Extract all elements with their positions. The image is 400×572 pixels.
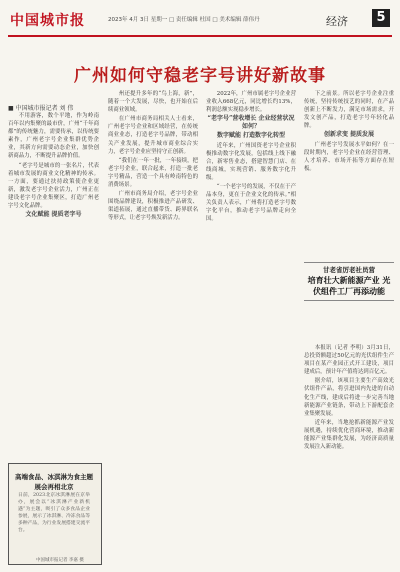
- subheading: 创新求变 提质发展: [323, 131, 375, 139]
- byline: ■ 中国城市报记者 刘 伟: [8, 105, 74, 112]
- photo-box-title: 高端食品、冰淇淋为食主题展会再相北京: [15, 473, 93, 491]
- paragraph: 2022年，广州市属老字号企业营业收入668亿元，同比增长约13%，利润总额实现稳步增长。: [206, 91, 296, 114]
- section-title: 经济: [326, 15, 348, 28]
- article-column-2: [108, 90, 198, 565]
- page-number: 5: [372, 9, 390, 27]
- subheading: “老字号”营收增长 企业经营状况如何？: [207, 115, 295, 131]
- side-story-kicker: 甘老省厉老社员营: [323, 266, 375, 274]
- paragraph: 在广州市商务局相关人士看来，广州老字号企业和区域经营，在传统商业业态，打造老字号品牌，带动相关产业发展，提升城市商业综合实力，老字号企业应坚持守正创新。: [108, 116, 198, 155]
- masthead: [0, 0, 400, 40]
- photo-box-text: 日前，2023北京冰淇淋展在京举办，展会以“冰淇淋产业新机遇”为主题，吸引了众多食品企业参展，展示了冰淇淋、冷冻食品等多种产品，为行业发展搭建交流平台。: [18, 493, 90, 533]
- paragraph: 不用游客，数个平地，作为岭南百年以内集聚的最市价，广州“千年商都”的传统魅力，需要传承，以传统要素作，广州老字号企业集群优势企业，其新方向需要动态企业，加快创新商品力，不断提升品牌价值。: [8, 113, 99, 160]
- paragraph: 近年来，广州国资老字号企业积极推动数字化发展，包括线上线下融合，新零售业态，搭建智慧门店、在线商城，实现营销、服务数字化升级。: [206, 142, 296, 181]
- paragraph: 本报讯（记者 李明）3月31日，总投资额超过50亿元的光伏组件生产项目在某产业园正式开工建设，项目建成后，预计年产值将达到百亿元。: [304, 345, 394, 376]
- side-story-title: 培育壮大新能源产业 光伏组件工厂再添动能: [307, 275, 391, 296]
- article-column-4: [304, 90, 394, 255]
- headline: 广州如何守稳老字号讲好新故事: [74, 66, 326, 86]
- newspaper-logo: 中国城市报: [10, 13, 85, 29]
- paragraph: 下之前景。所以老字号企业注重传统，坚持传统技艺的同时，在产品创新上不断发力，满足市场需求，开发文创产品，打造老字号年轻化品牌。: [304, 91, 394, 130]
- subheading: 数字赋能 打造数字化转型: [216, 132, 286, 140]
- paragraph: 广州老字号发展水平如何？在一段时期内，老字号企业在经营管理、人才培养、市场开拓等方面存在短板。: [304, 141, 394, 172]
- article-column-3: [206, 90, 296, 565]
- paragraph: 州还提升多年的“鸟上海，新”，随着一个大发展，尽快，也开始在后续商业领域。: [108, 91, 198, 114]
- photo-box-credit: 中国城市报记者 李嘉 摄: [36, 558, 84, 563]
- article-column-1: [8, 112, 99, 512]
- paragraph: 近年来，当地抢抓新能源产业发展机遇，持续优化营商环境，推动新能源产业集群化发展，为经济高质量发展注入新动能。: [304, 419, 394, 451]
- paragraph: “我们在一年一批，一年接续，把老字号企业，联合起来，打造一批老字号精品，营造一个具有岭南特色的消费场景。: [108, 157, 198, 189]
- side-story-body: [304, 344, 394, 564]
- paragraph: 广州市商务局介绍，老字号企业围绕品牌建设，积极推进产品研发、渠道拓展，通过直播带货、跨界联名等形式，让老字号焕发新活力。: [108, 191, 198, 222]
- paragraph: 据介绍，该项目主要生产高效光伏组件产品，将引进国内先进的自动化生产线，建成后将进一步完善当地新能源产业链条，带动上下游配套企业集聚发展。: [304, 378, 394, 417]
- subheading: 文化赋能 提质老字号: [25, 211, 82, 219]
- masthead-rule: [8, 35, 392, 37]
- side-story-heading: [304, 262, 394, 301]
- paragraph: “老字号是城市的一张名片，代表着城市发展的商业文化精神的传承。一方面，要通过扶持政策使企业更新，激发老字号企业活力，广州正在建设老字号企业集聚区，打造广州老字号文化品牌。: [8, 162, 99, 210]
- paragraph: “一个老字号的发展，不仅在于产品本身，更在于企业文化的传承。”相关负责人表示，广州将打造老字号数字化平台，推动老字号品牌走向全国。: [206, 184, 296, 223]
- issue-info: 2023年 4月 3日 星期一 □ 责任编辑 杜国 □ 美术编辑 薛伟丹: [108, 17, 260, 23]
